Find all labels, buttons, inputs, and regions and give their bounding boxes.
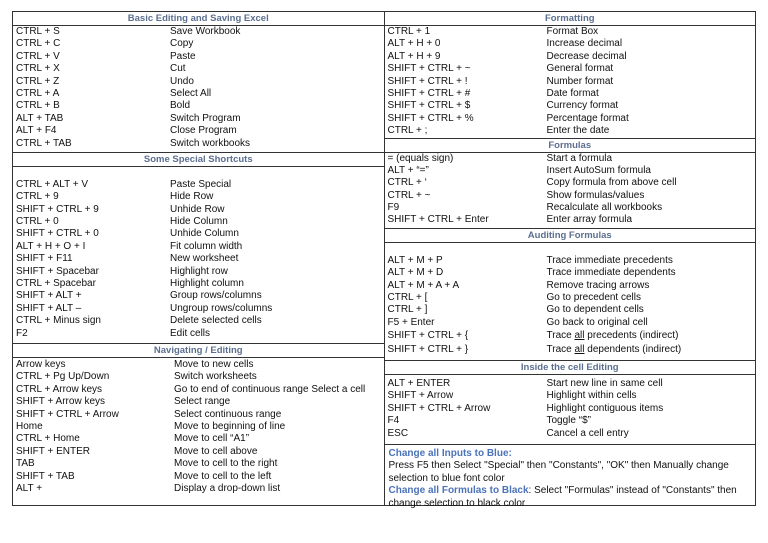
black-note-text: : Select "Formulas" instead of "Constants" then change selection to black color [388, 485, 737, 509]
shortcut-key: CTRL + Pg Up/Down [16, 371, 110, 383]
shortcut-description: Insert AutoSum formula [546, 164, 651, 176]
shortcut-key: SHIFT + Spacebar [16, 265, 99, 277]
shortcut-description: Start a formula [546, 152, 613, 164]
list-item [385, 26, 756, 38]
list-item [385, 428, 756, 440]
shortcut-description: Highlight contiguous items [546, 402, 664, 414]
shortcut-key: CTRL + ; [387, 125, 428, 137]
shortcut-key: CTRL + ALT + V [16, 178, 89, 190]
blue-note [389, 448, 753, 485]
shortcut-description: Trace immediate precedents [546, 254, 673, 266]
shortcut-key: SHIFT + ENTER [16, 445, 90, 457]
list-item [13, 303, 384, 315]
shortcut-description: Paste [170, 50, 196, 62]
shortcut-key: CTRL + Z [16, 75, 60, 87]
list-item [13, 278, 384, 290]
navigating-title: Navigating / Editing [13, 343, 384, 358]
shortcut-key: TAB [16, 458, 35, 470]
shortcut-key: ALT + M + P [387, 254, 443, 266]
shortcut-description: Select All [170, 87, 212, 99]
shortcut-description: Switch workbooks [170, 137, 251, 149]
list-item [385, 88, 756, 100]
list-item [13, 433, 384, 445]
shortcut-description: Move to beginning of line [174, 420, 286, 432]
shortcut-description: Select continuous range [174, 408, 282, 420]
shortcut-key: ALT + H + 9 [387, 50, 441, 62]
shortcut-key: CTRL + 0 [16, 216, 59, 228]
shortcut-key: ESC [387, 427, 409, 439]
list-item [13, 471, 384, 483]
black-note [389, 485, 753, 510]
shortcut-description: Save Workbook [170, 26, 241, 37]
list-item [13, 63, 384, 75]
list-item [385, 202, 756, 214]
shortcut-description: Highlight column [170, 278, 244, 290]
shortcut-key: ALT + H + 0 [387, 38, 441, 50]
shortcut-description: Select range [174, 396, 231, 408]
shortcut-key: CTRL + S [16, 26, 60, 37]
list-item [385, 63, 756, 75]
color-notes [385, 444, 756, 510]
shortcut-description: Fit column width [170, 240, 243, 252]
list-item [13, 26, 384, 38]
shortcut-description: Unhide Column [170, 228, 239, 240]
shortcut-key: SHIFT + CTRL + # [387, 87, 471, 99]
list-item [13, 421, 384, 433]
shortcut-description: Highlight row [170, 265, 228, 277]
auditing-list [385, 255, 756, 329]
shortcut-description: Format Box [546, 26, 599, 37]
list-item [385, 38, 756, 50]
inside-cell-title: Inside the cell Editing [385, 360, 756, 375]
shortcut-key: SHIFT + CTRL + 9 [16, 203, 99, 215]
shortcut-key: SHIFT + TAB [16, 470, 75, 482]
basic-editing-title: Basic Editing and Saving Excel [13, 12, 384, 26]
list-item [385, 378, 756, 390]
shortcut-key: Arrow keys [16, 358, 66, 370]
shortcut-key: F5 + Enter [387, 316, 435, 328]
shortcut-description: Currency format [546, 100, 619, 112]
shortcut-description: Delete selected cells [170, 315, 262, 327]
shortcut-key: CTRL + B [16, 100, 60, 112]
shortcut-key: ALT + H + O + I [16, 240, 86, 252]
list-item [13, 113, 384, 125]
shortcut-description: Toggle “$” [546, 415, 591, 427]
blue-note-text: Press F5 then Select "Special" then "Constants", "OK" then Manually change selection to blue font color [388, 460, 729, 484]
shortcut-key: SHIFT + CTRL + 0 [16, 228, 99, 240]
shortcut-key: ALT + “=” [387, 164, 429, 176]
shortcut-description: Go to precedent cells [546, 292, 641, 304]
shortcut-key: = (equals sign) [387, 152, 454, 164]
shortcut-key: SHIFT + Arrow [387, 390, 454, 402]
formulas-title: Formulas [385, 138, 756, 153]
shortcut-key: CTRL + ‘ [387, 177, 427, 189]
list-item [13, 371, 384, 383]
shortcut-key: SHIFT + ALT + [16, 290, 82, 302]
left-column [13, 12, 385, 505]
list-item [385, 317, 756, 329]
shortcut-description: Switch Program [170, 112, 241, 124]
list-item [385, 390, 756, 402]
shortcut-description: Trace all dependents (indirect) [546, 343, 682, 355]
shortcut-key: CTRL + Arrow keys [16, 383, 103, 395]
list-item [385, 113, 756, 125]
list-item [385, 76, 756, 88]
shortcut-key: SHIFT + CTRL + Arrow [16, 408, 119, 420]
shortcut-description: Copy formula from above cell [546, 177, 677, 189]
list-item [13, 38, 384, 50]
list-item [385, 177, 756, 189]
list-item [385, 415, 756, 427]
list-item [385, 51, 756, 63]
list-item [385, 403, 756, 415]
list-item [385, 280, 756, 292]
list-item [13, 253, 384, 265]
formatting-list [385, 26, 756, 138]
shortcut-key: SHIFT + CTRL + ! [387, 75, 468, 87]
shortcut-description: General format [546, 63, 614, 75]
shortcut-description: Decrease decimal [546, 50, 627, 62]
shortcut-description: Move to cell above [174, 445, 258, 457]
shortcut-key: CTRL + X [16, 63, 60, 75]
list-item [385, 165, 756, 177]
shortcut-key: F4 [387, 415, 400, 427]
list-item [13, 191, 384, 203]
shortcut-key: SHIFT + CTRL + Enter [387, 214, 489, 226]
list-item [13, 51, 384, 63]
list-item [13, 396, 384, 408]
shortcut-key: CTRL + 9 [16, 191, 59, 203]
shortcut-description: Edit cells [170, 327, 211, 339]
list-item [385, 214, 756, 226]
list-item [385, 153, 756, 165]
list-item [385, 267, 756, 279]
shortcut-key: ALT + F4 [16, 125, 57, 137]
shortcut-description: Go to dependent cells [546, 304, 644, 316]
list-item [13, 125, 384, 137]
shortcut-key: CTRL + 1 [387, 26, 431, 37]
shortcut-key: CTRL + ] [387, 304, 428, 316]
list-item [385, 330, 756, 342]
shortcut-description: Ungroup rows/columns [170, 302, 273, 314]
shortcut-description: Display a drop-down list [174, 482, 281, 494]
shortcut-description: Unhide Row [170, 203, 225, 215]
shortcut-key: ALT + M + A + A [387, 279, 460, 291]
list-item [13, 458, 384, 470]
list-item [13, 228, 384, 240]
shortcut-description: Highlight within cells [546, 390, 637, 402]
shortcut-key: ALT + M + D [387, 267, 444, 279]
shortcut-description: Group rows/columns [170, 290, 262, 302]
list-item [13, 290, 384, 302]
black-note-heading: Change all Formulas to Black [388, 485, 529, 497]
shortcut-description: Bold [170, 100, 191, 112]
shortcut-description: Remove tracing arrows [546, 279, 650, 291]
shortcut-description: Paste Special [170, 178, 232, 190]
shortcut-key: ALT + TAB [16, 112, 64, 124]
basic-editing-list [13, 26, 384, 150]
shortcut-key: SHIFT + CTRL + } [387, 343, 469, 355]
list-item [13, 409, 384, 421]
list-item [13, 204, 384, 216]
list-item [13, 138, 384, 150]
shortcut-description: Hide Row [170, 191, 214, 203]
shortcut-key: CTRL + ~ [387, 189, 431, 201]
list-item [13, 315, 384, 327]
shortcut-key: SHIFT + CTRL + % [387, 112, 474, 124]
list-item [13, 483, 384, 495]
auditing-title: Auditing Formulas [385, 228, 756, 243]
shortcut-key: CTRL + C [16, 38, 61, 50]
list-item [13, 446, 384, 458]
shortcut-key: CTRL + Home [16, 433, 80, 445]
shortcut-key: CTRL + A [16, 87, 60, 99]
shortcut-description: Percentage format [546, 112, 629, 124]
shortcut-description: Hide Column [170, 216, 228, 228]
shortcut-key: CTRL + [ [387, 292, 428, 304]
shortcut-description: Enter the date [546, 125, 610, 137]
list-item [13, 76, 384, 88]
shortcut-key: ALT + [16, 482, 43, 494]
shortcut-description: Move to new cells [174, 358, 254, 370]
shortcut-description: Copy [170, 38, 194, 50]
spacer [385, 243, 756, 255]
list-item [385, 125, 756, 137]
shortcut-key: CTRL + TAB [16, 137, 72, 149]
list-item [385, 190, 756, 202]
shortcut-description: Undo [170, 75, 194, 87]
navigating-list [13, 358, 384, 495]
shortcut-description: Move to cell to the right [174, 458, 278, 470]
shortcut-description: Trace immediate dependents [546, 267, 676, 279]
list-item [13, 88, 384, 100]
shortcut-description: New worksheet [170, 253, 239, 265]
shortcut-key: SHIFT + CTRL + ~ [387, 63, 471, 75]
shortcut-description: Go back to original cell [546, 316, 648, 328]
list-item [13, 384, 384, 396]
shortcut-description: Go to end of continuous range Select a cell [174, 383, 366, 395]
shortcut-key: SHIFT + CTRL + $ [387, 100, 471, 112]
special-shortcuts-title: Some Special Shortcuts [13, 152, 384, 167]
shortcut-key: SHIFT + CTRL + Arrow [387, 402, 491, 414]
shortcut-description: Start new line in same cell [546, 377, 663, 389]
list-item [385, 100, 756, 112]
shortcut-description: Enter array formula [546, 214, 633, 226]
list-item [13, 359, 384, 371]
shortcut-key: F9 [387, 202, 400, 214]
list-item [385, 255, 756, 267]
list-item [13, 179, 384, 191]
list-item [13, 241, 384, 253]
formatting-title: Formatting [385, 12, 756, 26]
shortcut-description: Move to cell to the left [174, 470, 272, 482]
shortcut-key: CTRL + Minus sign [16, 315, 101, 327]
shortcut-description: Switch worksheets [174, 371, 257, 383]
shortcut-key: Home [16, 420, 43, 432]
spacer [13, 167, 384, 179]
shortcut-description: Trace all precedents (indirect) [546, 330, 679, 342]
blue-note-heading: Change all Inputs to Blue: [388, 447, 512, 459]
shortcut-description: Show formulas/values [546, 189, 645, 201]
list-item [13, 328, 384, 340]
list-item [13, 100, 384, 112]
shortcut-description: Date format [546, 87, 599, 99]
shortcut-key: SHIFT + CTRL + { [387, 330, 469, 342]
shortcut-key: ALT + ENTER [387, 377, 451, 389]
shortcut-key: SHIFT + Arrow keys [16, 396, 106, 408]
shortcut-description: Cancel a cell entry [546, 427, 629, 439]
special-shortcuts-list [13, 179, 384, 340]
right-column [385, 12, 756, 509]
shortcut-key: SHIFT + ALT – [16, 302, 82, 314]
shortcut-description: Move to cell “A1” [174, 433, 250, 445]
list-item [13, 216, 384, 228]
shortcut-key: SHIFT + F11 [16, 253, 73, 265]
list-item [385, 344, 756, 356]
list-item [385, 304, 756, 316]
inside-cell-list [385, 378, 756, 440]
formulas-list [385, 153, 756, 227]
shortcut-description: Increase decimal [546, 38, 623, 50]
shortcut-description: Close Program [170, 125, 237, 137]
shortcut-key: CTRL + V [16, 50, 60, 62]
shortcut-description: Number format [546, 75, 614, 87]
list-item [13, 266, 384, 278]
shortcut-sheet [12, 11, 756, 509]
shortcut-key: CTRL + Spacebar [16, 278, 96, 290]
shortcut-description: Recalculate all workbooks [546, 202, 663, 214]
shortcut-description: Cut [170, 63, 186, 75]
shortcut-key: F2 [16, 327, 28, 339]
list-item [385, 292, 756, 304]
